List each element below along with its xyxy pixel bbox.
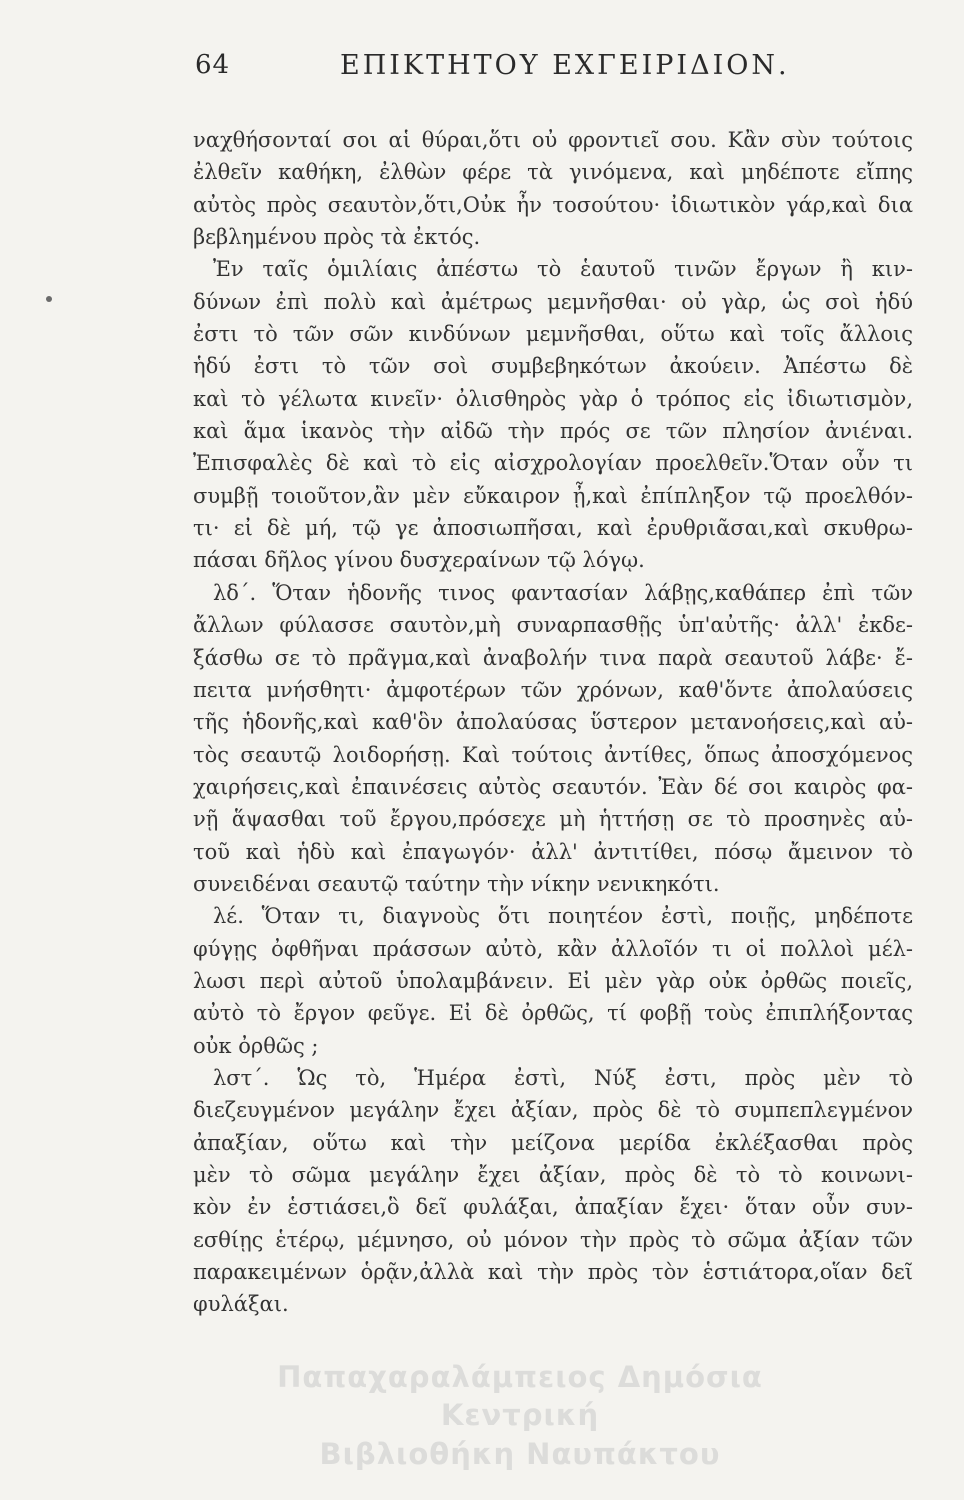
text-line: αὐτὸς πρὸς σεαυτὸν,ὅτι,Οὐκ ἦν τοσούτου· ἰδιωτικὸν γάρ,καὶ δια — [193, 192, 913, 217]
page-number: 64 — [195, 50, 231, 80]
text-line: μὲν τὸ σῶμα μεγάλην ἔχει ἀξίαν, πρὸς δὲ τὸ τὸ κοινωνι- — [193, 1163, 913, 1187]
text-line: δύνων ἐπὶ πολὺ καὶ ἀμέτρως μεμνῆσθαι· οὐ γὰρ, ὡς σοὶ ἡδύ — [193, 289, 913, 314]
text-line: ἐστι τὸ τῶν σῶν κινδύνων μεμνῆσθαι, οὕτω καὶ τοῖς ἄλλοις — [193, 322, 913, 347]
text-line: τὸς σεαυτῷ λοιδορήσῃ. Καὶ τούτοις ἀντίθες, ὅπως ἀποσχόμενος — [193, 742, 913, 767]
text-line: ἀπαξίαν, οὕτω καὶ τὴν μείζονα μερίδα ἐκλέξασθαι πρὸς — [193, 1130, 913, 1155]
text-line: αὐτὸ τὸ ἔργον φεῦγε. Εἰ δὲ ὀρθῶς, τί φοβῇ τοὺς ἐπιπλήξοντας — [193, 1001, 913, 1026]
margin-mark — [46, 296, 52, 302]
text-line: πάσαι δῆλος γίνου δυσχεραίνων τῷ λόγῳ. — [193, 548, 645, 573]
body-text — [193, 124, 913, 1321]
running-header — [195, 50, 815, 90]
text-line: κὸν ἐν ἑστιάσει,ὃ δεῖ φυλάξαι, ἀπαξίαν ἔχει· ὅταν οὖν συν- — [193, 1195, 913, 1220]
text-line: συμβῇ τοιοῦτον,ἂν μὲν εὔκαιρον ᾖ,καὶ ἐπίπληξον τῷ προελθόν- — [193, 483, 913, 508]
running-title: ΕΠΙΚΤΗΤΟΥ ΕΧΓΕΙΡΙΔΙΟΝ. — [340, 50, 790, 81]
text-line: λωσι περὶ αὐτοῦ ὑπολαμβάνειν. Εἰ μὲν γὰρ οὐκ ὀρθῶς ποιεῖς, — [193, 968, 913, 993]
text-line: λέ. Ὅταν τι, διαγνοὺς ὅτι ποιητέον ἐστὶ, ποιῇς, μηδέποτε — [213, 904, 913, 929]
watermark-line: Παπαχαραλάμπειος Δημόσια Κεντρική — [277, 1360, 763, 1432]
text-line: Ἐν ταῖς ὁμιλίαις ἀπέστω τὸ ἑαυτοῦ τινῶν ἔργων ἢ κιν- — [213, 257, 913, 282]
text-line: νῇ ἅψασθαι τοῦ ἔργου,πρόσεχε μὴ ἡττήσῃ σε τὸ προσηνὲς αὐ- — [193, 807, 913, 832]
text-line: λδ΄. Ὅταν ἡδονῆς τινος φαντασίαν λάβῃς,καθάπερ ἐπὶ τῶν — [213, 580, 913, 605]
text-line: ἐλθεῖν καθήκη, ἐλθὼν φέρε τὰ γινόμενα, καὶ μηδέποτε εἴπης — [193, 160, 913, 185]
text-line: πειτα μνήσθητι· ἀμφοτέρων τῶν χρόνων, καθ'ὅντε ἀπολαύσεις — [193, 677, 913, 702]
text-line: φύγῃς ὀφθῆναι πράσσων αὐτὸ, κἂν ἀλλοῖόν τι οἱ πολλοὶ μέλ- — [193, 936, 913, 961]
text-line: συνειδέναι σεαυτῷ ταύτην τὴν νίκην νενικηκότι. — [193, 871, 720, 896]
text-line: ναχθήσονταί σοι αἱ θύραι,ὅτι οὐ φροντιεῖ σου. Κἂν σὺν τούτοις — [193, 128, 913, 152]
text-line: εσθίῃς ἑτέρῳ, μέμνησο, οὐ μόνον τὴν πρὸς τὸ σῶμα ἀξίαν τῶν — [193, 1227, 913, 1252]
text-line: χαιρήσεις,καὶ ἐπαινέσεις αὐτὸς σεαυτόν. Ἐὰν δέ σοι καιρὸς φα- — [193, 774, 913, 799]
text-line: φυλάξαι. — [193, 1292, 289, 1317]
text-line: καὶ τὸ γέλωτα κινεῖν· ὀλισθηρὸς γὰρ ὁ τρόπος εἰς ἰδιωτισμὸν, — [193, 386, 913, 411]
text-line: τι· εἰ δὲ μή, τῷ γε ἀποσιωπῆσαι, καὶ ἐρυθριᾶσαι,καὶ σκυθρω- — [193, 516, 913, 541]
text-line: ξάσθω σε τὸ πρᾶγμα,καὶ ἀναβολήν τινα παρὰ σεαυτοῦ λάβε· ἔ- — [193, 645, 913, 670]
text-line: διεζευγμένον μεγάλην ἔχει ἀξίαν, πρὸς δὲ τὸ συμπεπλεγμένον — [193, 1098, 913, 1123]
text-line: λστ΄. Ὡς τὸ, Ἡμέρα ἐστὶ, Νύξ ἐστι, πρὸς μὲν τὸ — [213, 1065, 913, 1090]
text-line: ἄλλων φύλασσε σαυτὸν,μὴ συναρπασθῇς ὑπ'αὐτῆς· ἀλλ' ἐκδε- — [193, 613, 913, 638]
text-line: τοῦ καὶ ἡδὺ καὶ ἐπαγωγόν· ἀλλ' ἀντιτίθει, πόσῳ ἄμεινον τὸ — [193, 839, 913, 864]
text-line: οὐκ ὀρθῶς ; — [193, 1033, 319, 1058]
text-line: ἡδύ ἐστι τὸ τῶν σοὶ συμβεβηκότων ἀκούειν. Ἀπέστω δὲ — [193, 354, 913, 379]
text-line: παρακειμένων ὁρᾷν,ἀλλὰ καὶ τὴν πρὸς τὸν ἑστιάτορα,οἵαν δεῖ — [193, 1260, 913, 1285]
text-line: τῆς ἡδονῆς,καὶ καθ'ὃν ἀπολαύσας ὕστερον μετανοήσεις,καὶ αὐ- — [193, 710, 913, 735]
library-watermark — [220, 1358, 820, 1474]
text-line: καὶ ἅμα ἱκανὸς τὴν αἰδῶ τὴν πρός σε τῶν πλησίον ἀνιέναι. — [193, 419, 913, 444]
watermark-line: Βιβλιοθήκη Ναυπάκτου — [319, 1437, 721, 1471]
text-line: βεβλημένου πρὸς τὰ ἐκτός. — [193, 225, 481, 250]
text-line: Ἐπισφαλὲς δὲ καὶ τὸ εἰς αἰσχρολογίαν προελθεῖν.Ὅταν οὖν τι — [193, 451, 913, 476]
